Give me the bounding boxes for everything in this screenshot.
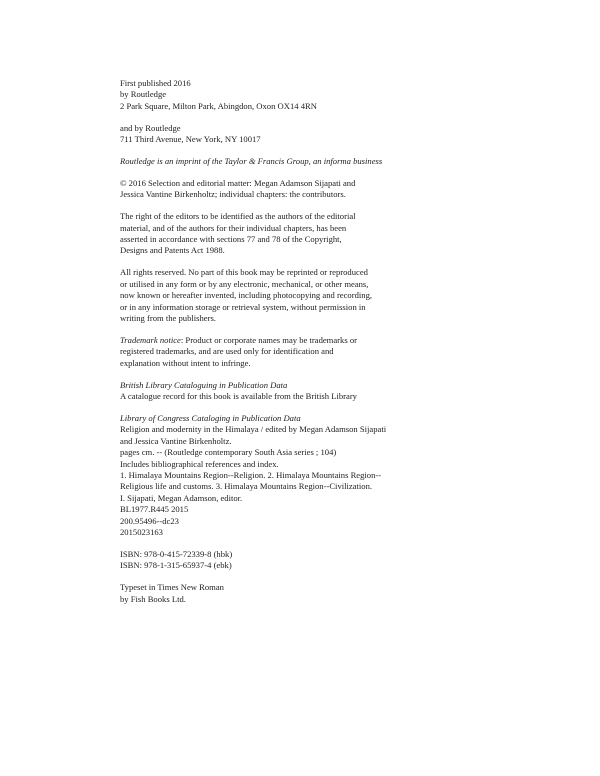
publisher-line: by Routledge	[120, 89, 167, 100]
us-publisher-block	[120, 123, 460, 146]
loc-line: Religious life and customs. 3. Himalaya Mountains Region--Civilization.	[120, 481, 373, 492]
rights-line: All rights reserved. No part of this book may be reprinted or reproduced	[120, 267, 368, 278]
imprint-note-block	[120, 156, 460, 167]
copyright-text	[120, 78, 460, 616]
rights-line: now known or hereafter invented, including photocopying and recording,	[120, 290, 373, 301]
us-publisher-line: and by Routledge	[120, 122, 181, 133]
moral-rights-line: material, and of the authors for their individual chapters, has been	[120, 222, 347, 233]
british-library-heading: British Library Cataloguing in Publication Data	[120, 379, 288, 390]
loc-line: 200.95496--dc23	[120, 515, 179, 526]
publisher-line: First published 2016	[120, 78, 191, 88]
trademark-line	[120, 335, 460, 346]
moral-rights-line: asserted in accordance with sections 77 and 78 of the Copyright,	[120, 234, 342, 245]
british-library-text: A catalogue record for this book is available from the British Library	[120, 391, 357, 402]
moral-rights-line: Designs and Patents Act 1988.	[120, 245, 225, 256]
isbn-line: ISBN: 978-1-315-65937-4 (ebk)	[120, 560, 232, 571]
rights-reserved-block	[120, 267, 460, 324]
loc-line: pages cm. -- (Routledge contemporary South Asia series ; 104)	[120, 447, 337, 458]
copyright-line: © 2016 Selection and editorial matter: Megan Adamson Sijapati and	[120, 177, 356, 188]
rights-line: or in any information storage or retrieval system, without permission in	[120, 301, 366, 312]
us-publisher-line: 711 Third Avenue, New York, NY 10017	[120, 134, 261, 145]
isbn-block	[120, 549, 460, 572]
library-of-congress-block	[120, 413, 460, 538]
loc-heading: Library of Congress Cataloging in Publication Data	[120, 412, 301, 423]
moral-rights-block	[120, 211, 460, 257]
rights-line: writing from the publishers.	[120, 313, 216, 323]
trademark-text: : Product or corporate names may be trademarks or	[180, 334, 357, 345]
copyright-block	[120, 178, 460, 201]
isbn-line: ISBN: 978-0-415-72339-8 (hbk)	[120, 548, 233, 559]
loc-line: I. Sijapati, Megan Adamson, editor.	[120, 492, 243, 503]
trademark-line: registered trademarks, and are used only for identification and	[120, 346, 334, 357]
trademark-label: Trademark notice	[120, 334, 181, 345]
loc-line: 2015023163	[120, 527, 163, 537]
trademark-block	[120, 335, 460, 369]
publisher-block	[120, 78, 460, 112]
rights-line: or utilised in any form or by any electronic, mechanical, or other means,	[120, 278, 369, 289]
publisher-line: 2 Park Square, Milton Park, Abingdon, Oxon OX14 4RN	[120, 100, 317, 111]
typeset-block	[120, 582, 460, 605]
british-library-block	[120, 380, 460, 403]
copyright-line: Jessica Vantine Birkenholtz; individual chapters: the contributors.	[120, 189, 346, 200]
imprint-note: Routledge is an imprint of the Taylor & Francis Group, an informa business	[120, 156, 383, 167]
typeset-line: Typeset in Times New Roman	[120, 582, 224, 593]
trademark-line: explanation without intent to infringe.	[120, 357, 251, 368]
loc-line: and Jessica Vantine Birkenholtz.	[120, 435, 232, 446]
moral-rights-line: The right of the editors to be identified as the authors of the editorial	[120, 211, 356, 222]
loc-line: BL1977.R445 2015	[120, 504, 189, 515]
loc-line: 1. Himalaya Mountains Region--Religion. 2. Himalaya Mountains Region--	[120, 469, 382, 480]
loc-line: Includes bibliographical references and index.	[120, 458, 279, 469]
loc-line: Religion and modernity in the Himalaya / edited by Megan Adamson Sijapati	[120, 424, 387, 435]
typeset-line: by Fish Books Ltd.	[120, 593, 186, 604]
